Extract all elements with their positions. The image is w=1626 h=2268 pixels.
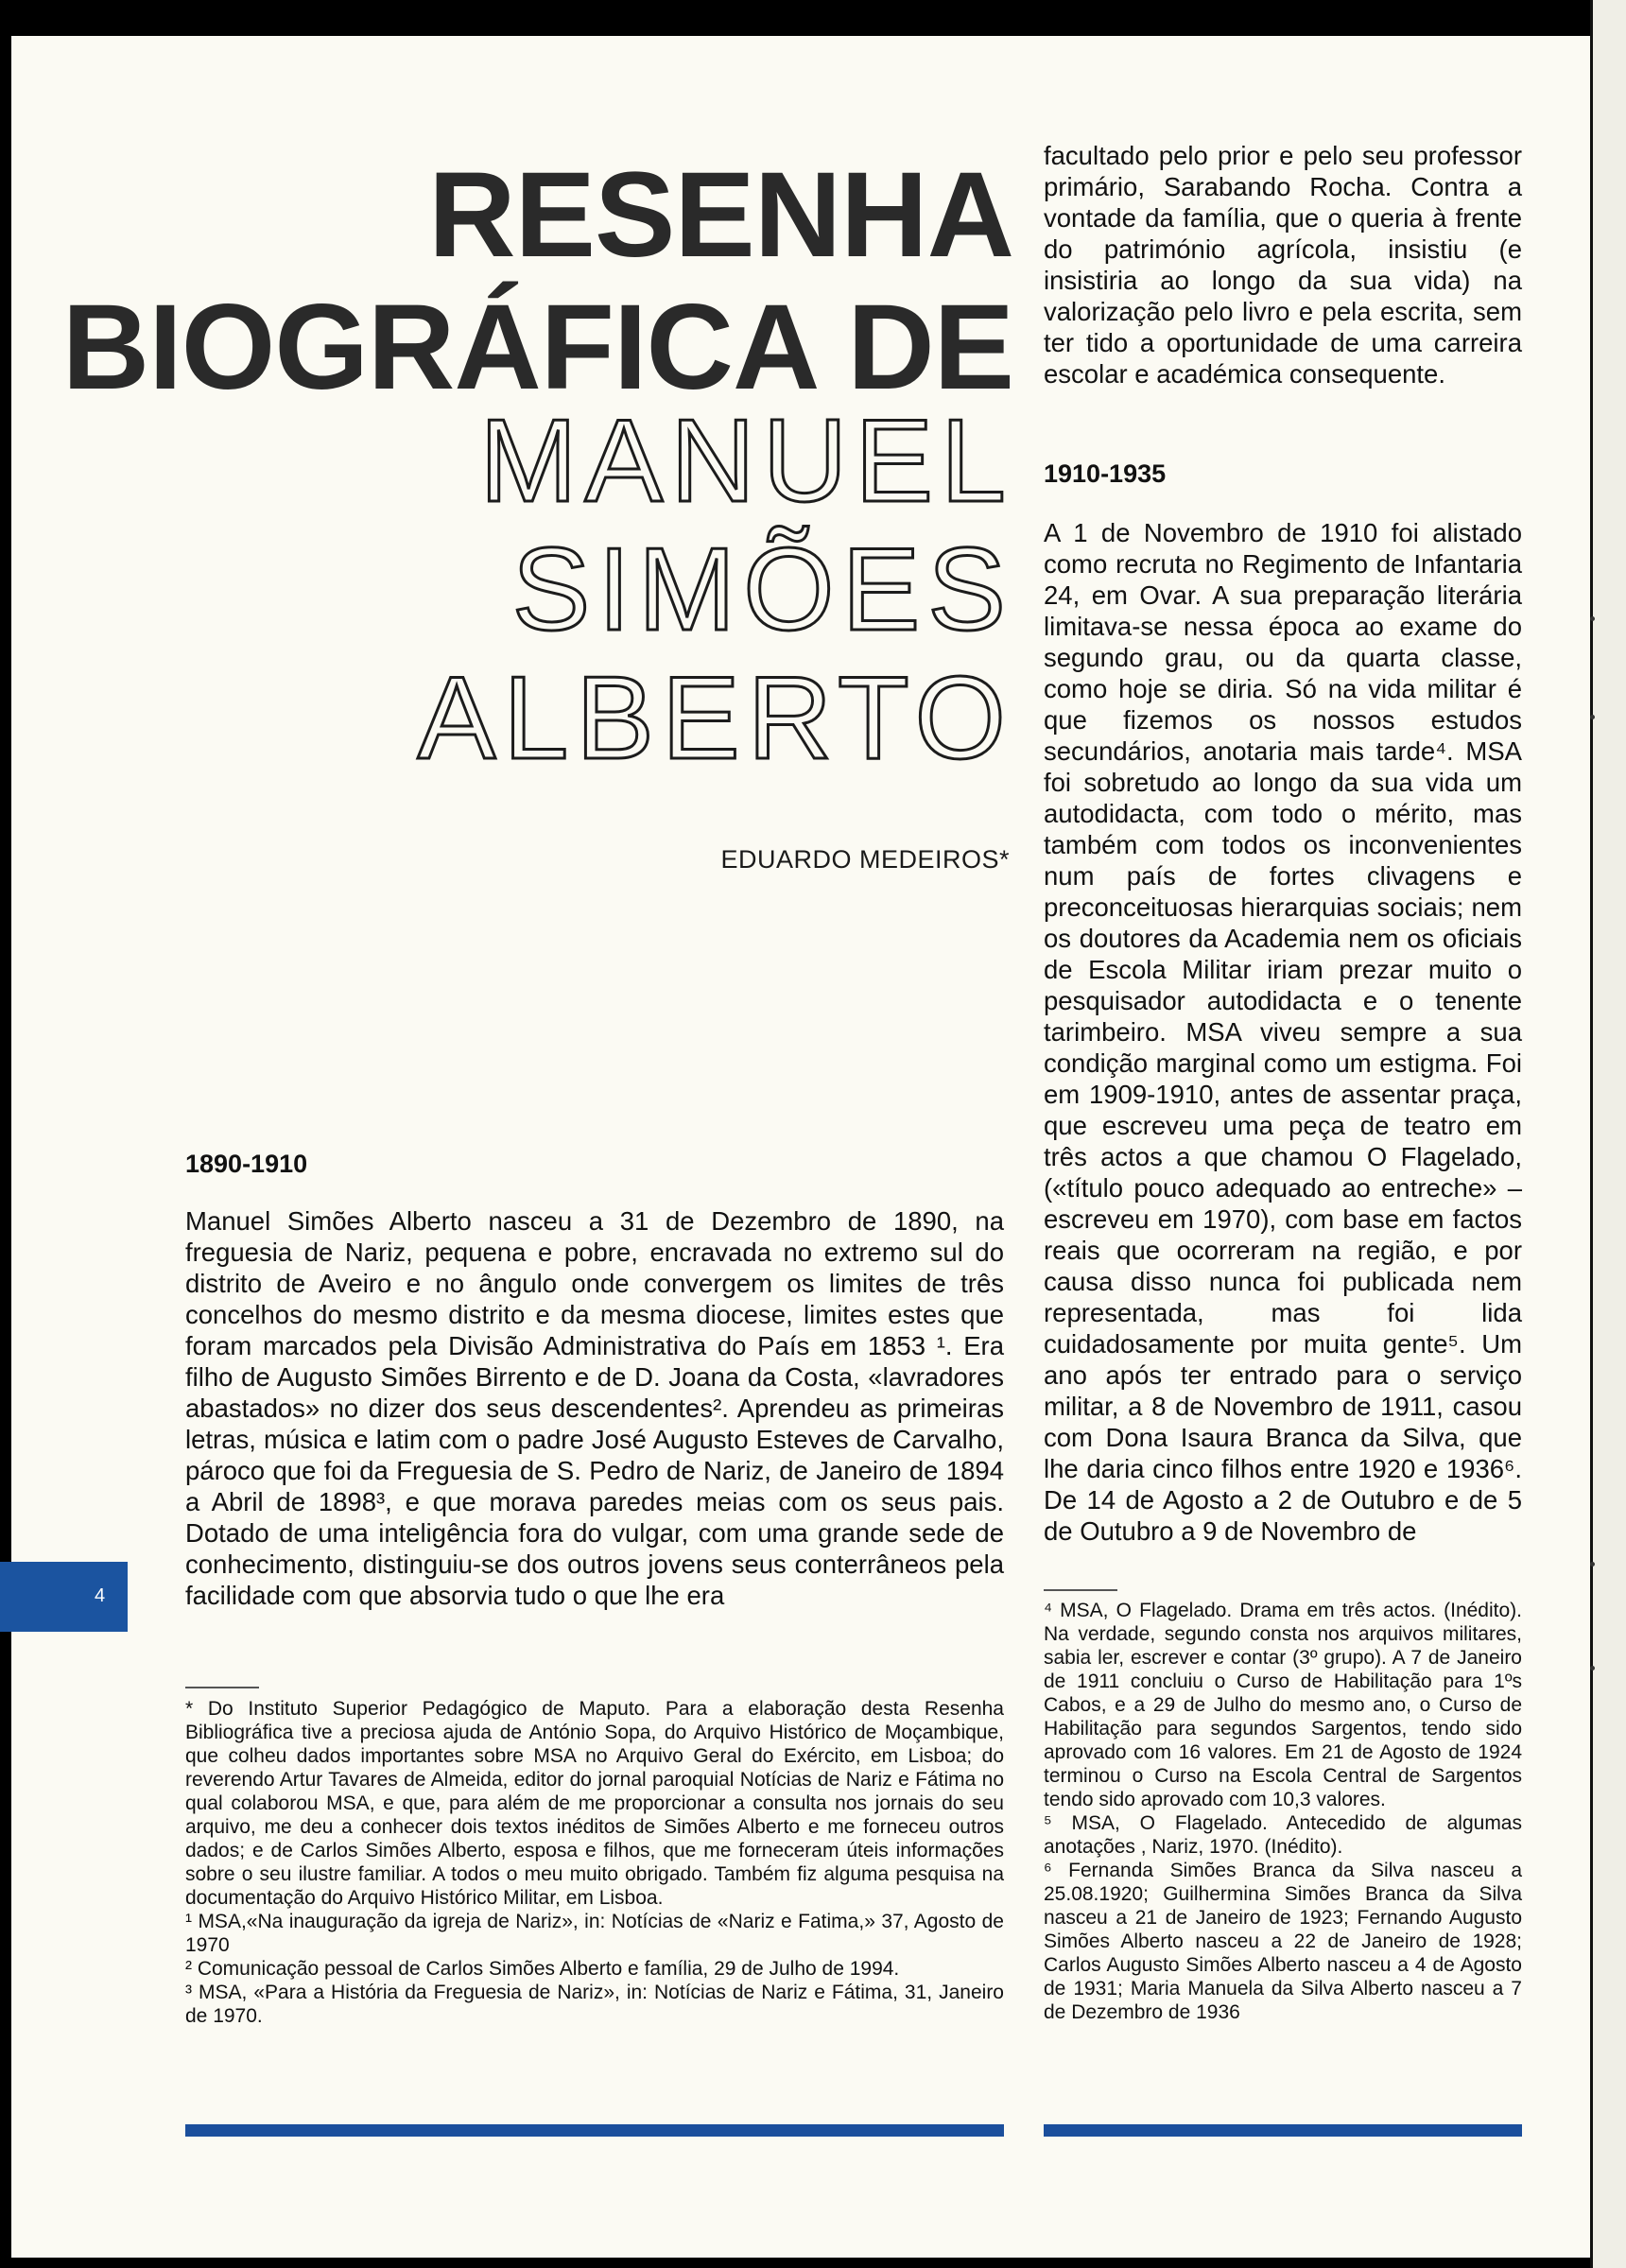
footnote-author: * Do Instituto Superior Pedagógico de Maputo. Para a elaboração desta Resenha Bibliográfica tive a preciosa ajuda de António Sopa, do Arquivo Histórico de Moçambique, que colheu dados importantes sobre MSA no Arquivo Geral do Exército, em Lisboa; do reverendo Artur Tavares de Almeida, editor do jornal paroquial Notícias de Nariz e Fátima no qual colaborou MSA, e que, para além de me proporcionar a consulta nos jornais do seu arquivo, me deu a conhecer dois textos inéditos de Simões Alberto e me forneceu outros dados; e de Carlos Simões Alberto, esposa e filhos, que me forneceram úteis informações sobre o seu ilustre familiar. A todos o meu muito obrigado. Também fiz alguma pesquisa na documentação do Arquivo Histórico Militar, em Lisboa. xyxy=(185,1698,1004,1909)
name-line-2: SIMÕES xyxy=(511,525,1013,655)
article-title xyxy=(62,149,1013,414)
footnote-1: ¹ MSA,«Na inauguração da igreja de Nariz», in: Notícias de «Nariz e Fatima,» 37, Agosto de 1970 xyxy=(185,1911,1004,1956)
footnote-rule-left xyxy=(185,1687,259,1688)
section-body-1890-1910: Manuel Simões Alberto nasceu a 31 de Dezembro de 1890, na freguesia de Nariz, pequena e pobre, encravada no extremo sul do distrito de Aveiro e no ângulo onde convergem os limites de três concelhos do mesmo distrito e da mesma diocese, limites estes que foram marcados pela Divisão Administrativa do País em 1853 ¹. Era filho de Augusto Simões Birrento e de D. Joana da Costa, «lavradores abastados» no dizer dos seus descendentes². Aprendeu as primeiras letras, música e latim com o padre José Augusto Esteves de Carvalho, pároco que foi da Freguesia de S. Pedro de Nariz, de Janeiro de 1894 a Abril de 1898³, e que morava paredes meias com os seus pais. Dotado de uma inteligência fora do vulgar, com uma grande sede de conhecimento, distinguiu-se dos outros jovens seus conterrâneos pela facilidade com que absorvia tudo o que lhe era xyxy=(185,1206,1004,1610)
binding-mark xyxy=(1590,715,1595,719)
title-line-1: RESENHA xyxy=(428,147,1013,283)
subject-name-outlined xyxy=(418,397,1013,783)
name-line-3: ALBERTO xyxy=(417,653,1013,784)
page-number-tab xyxy=(0,1562,128,1632)
binding-mark xyxy=(1590,1666,1595,1671)
name-line-1: MANUEL xyxy=(479,396,1013,527)
bottom-rule-right xyxy=(1044,2124,1522,2137)
footnote-2: ² Comunicação pessoal de Carlos Simões Alberto e família, 29 de Julho de 1994. xyxy=(185,1958,900,1980)
binding-mark xyxy=(1590,1562,1595,1567)
page-number: 4 xyxy=(95,1585,106,1606)
footnote-5: ⁵ MSA, O Flagelado. Antecedido de algumas anotações , Nariz, 1970. (Inédito). xyxy=(1044,1812,1522,1858)
footnotes-left xyxy=(185,1697,1004,2028)
footnote-4: ⁴ MSA, O Flagelado. Drama em três actos. (Inédito). Na verdade, segundo consta nos arquivos militares, sabia ler, escrever e contar (3º grupo). A 7 de Janeiro de 1911 concluiu o Curso de Habilitação para 1ºs Cabos, e a 29 de Julho do mesmo ano, o Curso de Habilitação para segundos Sargentos, tendo sido aprovado com 16 valores. Em 21 de Agosto de 1924 terminou o Curso na Escola Central de Sargentos tendo sido aprovado com 10,3 valores. xyxy=(1044,1600,1522,1810)
footnote-3: ³ MSA, «Para a História da Freguesia de Nariz», in: Notícias de Nariz e Fátima, 31, Janeiro de 1970. xyxy=(185,1982,1004,2027)
footnote-6: ⁶ Fernanda Simões Branca da Silva nasceu a 25.08.1920; Guilhermina Simões Branca da Silva nasceu a 21 de Janeiro de 1923; Fernando Augusto Simões Alberto nasceu a 22 de Janeiro de 1928; Carlos Augusto Simões Alberto nasceu a 4 de Agosto de 1931; Maria Manuela da Silva Alberto nasceu a 7 de Dezembro de 1936 xyxy=(1044,1860,1522,2023)
continued-text-right: facultado pelo prior e pelo seu professor primário, Sarabando Rocha. Contra a vontade da família, que o queria à frente do património agrícola, insistiu (e insistiria ao longo da sua vida) na valorização pelo livro e pela escrita, sem ter tido a oportunidade de uma carreira escolar e académica consequente. xyxy=(1044,141,1522,389)
section-heading-1910-1935: 1910-1935 xyxy=(1044,459,1167,488)
author-byline: EDUARDO MEDEIROS* xyxy=(720,845,1010,874)
adjacent-page-edge xyxy=(1590,0,1626,2268)
bottom-rule-left xyxy=(185,2124,1004,2137)
section-heading-1890-1910: 1890-1910 xyxy=(185,1150,308,1178)
section-body-1910-1935: A 1 de Novembro de 1910 foi alistado como recruta no Regimento de Infantaria 24, em Ovar. A sua preparação literária limitava-se nessa época ao exame do segundo grau, ou da quarta classe, como hoje se diria. Só na vida militar é que fizemos os nossos estudos secundários, anotaria mais tarde⁴. MSA foi sobretudo ao longo da sua vida um autodidacta, com todo o mérito, mas também com todos os inconvenientes num país de fortes clivagens e preconceituosas hierarquias sociais; nem os doutores da Academia nem os oficiais de Escola Militar iriam prezar muito o pesquisador autodidacta e o tenente tarimbeiro. MSA viveu sempre a sua condição marginal como um estigma. Foi em 1909-1910, antes de assentar praça, que escreveu uma peça de teatro em três actos a que chamou O Flagelado, («título pouco adequado ao entreche» – escreveu em 1970), com base em factos reais que ocorreram na região, e por causa disso nunca foi publicada nem representada, mas foi lida cuidadosamente por muita gente⁵. Um ano após ter entrado para o serviço militar, a 8 de Novembro de 1911, casou com Dona Isaura Branca da Silva, que lhe daria cinco filhos entre 1920 e 1936⁶. De 14 de Agosto a 2 de Outubro e de 5 de Outubro a 9 de Novembro de xyxy=(1044,518,1522,1546)
binding-mark xyxy=(1590,616,1595,621)
footnotes-right xyxy=(1044,1599,1522,2024)
footnote-rule-right xyxy=(1044,1589,1117,1591)
title-line-2: BIOGRÁFICA DE xyxy=(61,280,1013,415)
